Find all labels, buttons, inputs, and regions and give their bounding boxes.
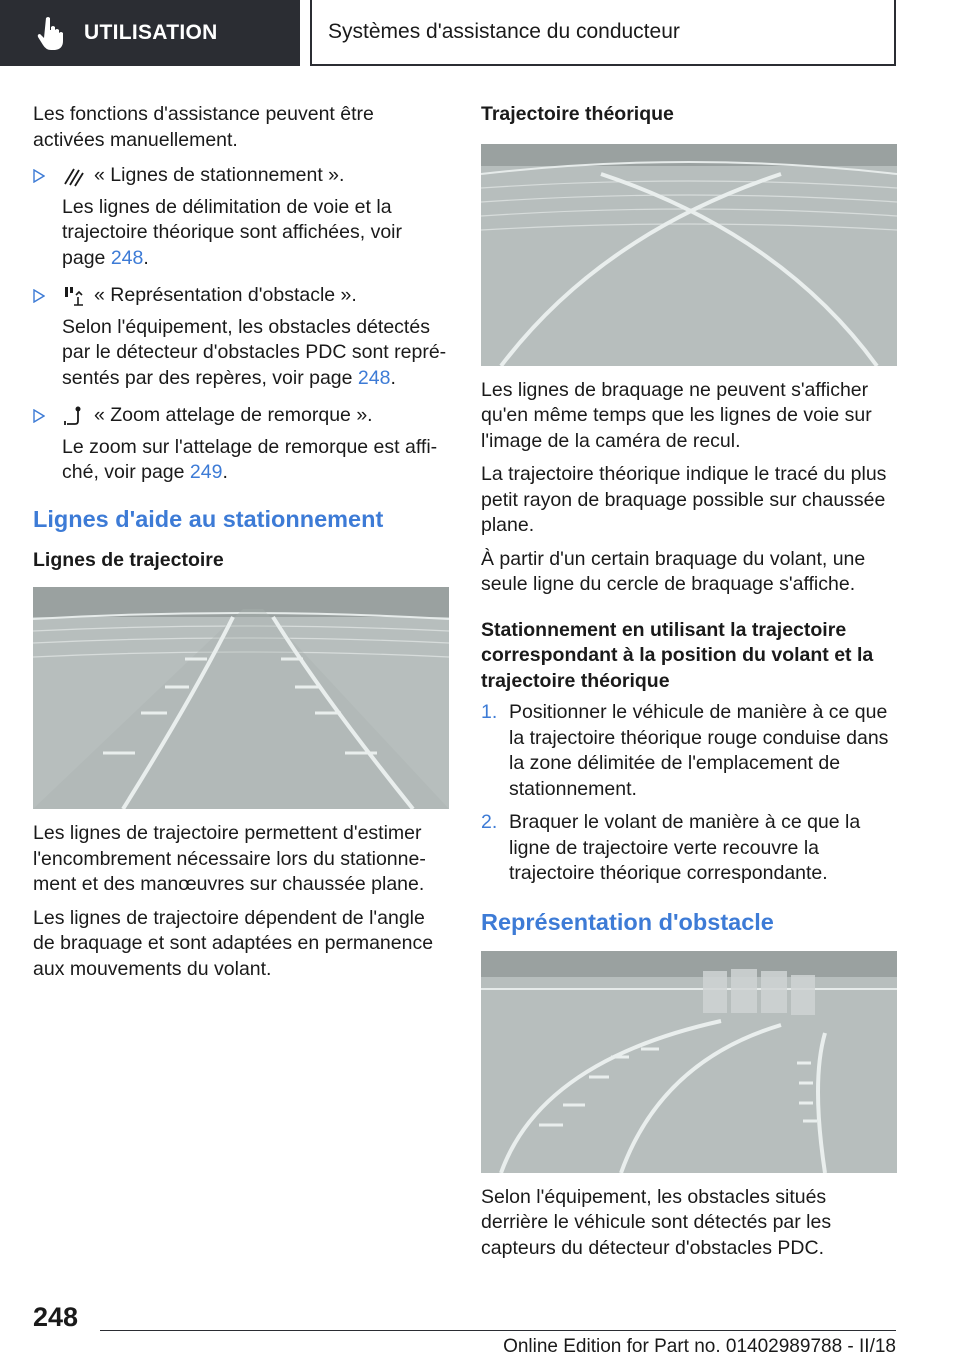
obstacle-icon — [62, 285, 84, 307]
triangle-bullet-icon — [33, 169, 45, 183]
subheading: Trajectoire théorique — [481, 103, 674, 125]
theoretical-trajectory-figure — [481, 144, 897, 366]
obstacle-display-figure — [481, 951, 897, 1173]
page-link[interactable]: 248 — [357, 366, 391, 389]
subheading: Lignes de trajectoire — [33, 548, 224, 571]
page-link[interactable]: 249 — [189, 461, 223, 483]
chapter-tab — [310, 0, 896, 66]
page-number: 248 — [33, 1302, 79, 1332]
section-heading: Représentation d'obstacle — [481, 908, 774, 935]
paragraph: La trajectoire théorique indique le tracé du plus petit rayon de braquage possible sur chaussée plane. — [481, 463, 887, 536]
bullet-title: « Représentation d'obstacle ». — [94, 284, 357, 306]
triangle-bullet-icon — [33, 409, 45, 423]
step-number: 2. — [481, 811, 498, 833]
section-heading: Lignes d'aide au stationnement — [33, 505, 384, 532]
paragraph: Les lignes de trajectoire dépendent de l'angle de braquage et sont adaptées en permanence aux mouvements du volant. — [33, 906, 434, 980]
list-item: « Zoom attelage de remorque ». Le zoom sur l'attelage de remorque est affiché, voir page 249. — [33, 403, 449, 486]
paragraph: Les lignes de trajectoire permettent d'estimer l'encombrement nécessaire lors du stationnement et des manœuvres sur chaussée plane. — [33, 822, 426, 895]
hand-pointer-icon — [36, 16, 66, 50]
triangle-bullet-icon — [33, 289, 45, 303]
paragraph: Selon l'équipement, les obstacles situés derrière le véhicule sont détectés par les capteurs du détecteur d'obstacles PDC. — [481, 1185, 832, 1259]
intro-paragraph: Les fonctions d'assistance peuvent être activées manuellement. — [33, 103, 374, 151]
list-item: « Représentation d'obstacle ». Selon l'équipement, les obstacles détectés par le détecteur d'obstacles PDC sont représentés par des repères, voir page 248. — [33, 283, 449, 391]
function-list — [33, 163, 449, 486]
bullet-desc: Les lignes de délimitation de voie et la trajectoire théorique sont affichées, voir page — [62, 195, 402, 269]
parking-lines-icon — [62, 165, 84, 187]
edition-note: Online Edition for Part no. 01402989788 - II/18 — [503, 1336, 896, 1357]
list-item — [481, 810, 897, 887]
left-column — [33, 102, 449, 990]
trajectory-lines-figure — [33, 587, 449, 809]
step-text: Positionner le véhicule de manière à ce que la trajectoire théorique rouge conduise dans la zone délimitée de l'emplacement de stationnement. — [509, 701, 889, 800]
steps-list — [481, 700, 897, 887]
page-link[interactable]: 248 — [110, 246, 144, 269]
paragraph: Les lignes de braquage ne peuvent s'afficher qu'en même temps que les lignes de voie sur l'image de la caméra de recul. — [481, 378, 872, 452]
trailer-hitch-icon — [62, 405, 84, 427]
section-tab — [0, 0, 300, 66]
chapter-title: Systèmes d'assistance du conducteur — [328, 20, 680, 43]
step-number: 1. — [481, 701, 498, 723]
paragraph: À partir d'un certain braquage du volant, une seule ligne du cercle de braquage s'affiche. — [481, 547, 866, 595]
list-item — [481, 700, 897, 802]
bullet-desc: Selon l'équipement, les obstacles détectés par le détecteur d'obstacles PDC sont représentés par des repères, voir page — [62, 315, 447, 389]
subheading: Stationnement en utilisant la trajectoire correspondant à la position du volant et la trajectoire théorique — [481, 618, 874, 692]
right-column — [481, 102, 897, 1269]
step-text: Braquer le volant de manière à ce que la ligne de trajectoire verte recouvre la trajectoire théorique correspondante. — [509, 811, 861, 884]
bullet-title: « Lignes de stationnement ». — [94, 164, 345, 186]
bullet-desc: Le zoom sur l'attelage de remorque est affiché, voir page — [62, 435, 438, 483]
section-title: UTILISATION — [84, 21, 218, 44]
bullet-title: « Zoom attelage de remorque ». — [94, 404, 373, 426]
list-item: « Lignes de stationnement ». Les lignes de délimitation de voie et la trajectoire théorique sont affichées, voir page 248. — [33, 163, 449, 271]
footer-divider — [100, 1330, 896, 1331]
